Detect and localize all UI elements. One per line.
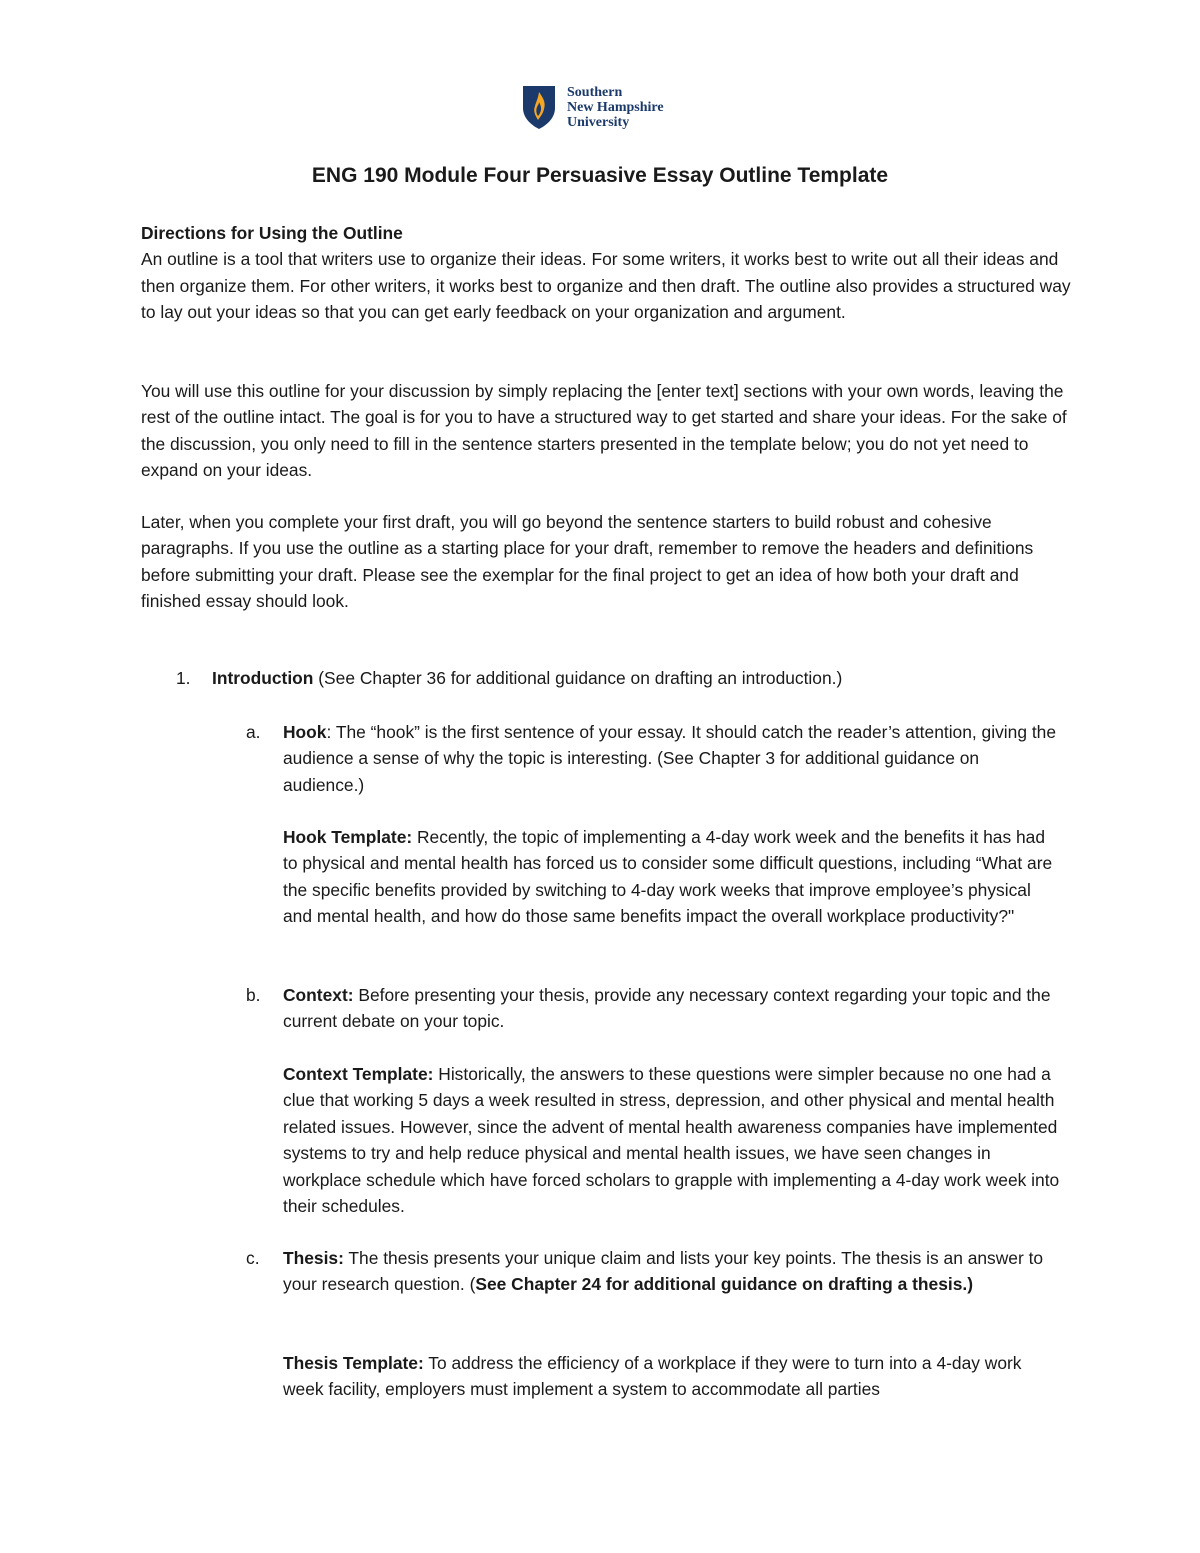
directions-paragraph-2: You will use this outline for your discussion by simply replacing the [enter text] sections with your own words, leaving the rest of the outline intact. The goal is for you to have a structured way to get started and share your ideas. For the sake of the discussion, you only need to fill in the sentence starters presented in the template below; you do not yet need to expand on your ideas. xyxy=(141,381,1067,481)
context-template xyxy=(283,1061,1063,1219)
directions-paragraph-3: Later, when you complete your first draft, you will go beyond the sentence starters to build robust and cohesive paragraphs. If you use the outline as a starting place for your draft, remember to remove the headers and definitions before submitting your draft. Please see the exemplar for the final project to get an idea of how both your draft and finished essay should look. xyxy=(141,512,1034,612)
hook-template xyxy=(283,824,1063,930)
thesis-text-bold: See Chapter 24 for additional guidance on drafting a thesis.) xyxy=(475,1274,974,1295)
directions-paragraph-1: An outline is a tool that writers use to organize their ideas. For some writers, it works best to write out all their ideas and then organize them. For other writers, it works best to organize and then draft. The outline also provides a structured way to lay out your ideas so that you can get early feedback on your organization and argument. xyxy=(141,249,1071,323)
logo-wordmark xyxy=(567,85,664,130)
hook-template-text: Recently, the topic of implementing a 4-day work week and the benefits it has had to physical and mental health has forced us to consider some difficult questions, including “What are the specific benefits provided by switching to 4-day work weeks that improve employee’s physical and mental health, and how do those same benefits impact the overall workplace productivity?" xyxy=(283,827,1053,927)
logo-line-3: University xyxy=(567,115,630,130)
outline-marker-b: b. xyxy=(246,985,261,1005)
logo-line-1: Southern xyxy=(567,85,623,100)
document-title: ENG 190 Module Four Persuasive Essay Outline Template xyxy=(311,164,889,187)
outline-number: 1. xyxy=(176,668,191,688)
directions-heading: Directions for Using the Outline xyxy=(141,223,403,243)
outline-marker-c: c. xyxy=(246,1248,260,1268)
context-text: Before presenting your thesis, provide any necessary context regarding your topic and the current debate on your topic. xyxy=(283,985,1051,1032)
thesis-text: The thesis presents your unique claim and lists your key points. The thesis is an answer to your research question. ( xyxy=(283,1248,1044,1295)
hook-description xyxy=(283,719,1063,798)
directions-section xyxy=(141,220,1071,326)
shield-flame-icon xyxy=(521,84,557,130)
directions-paragraph-3-block xyxy=(141,509,1071,615)
context-label: Context: xyxy=(283,985,354,1005)
thesis-template-text: To address the efficiency of a workplace if they were to turn into a 4-day work week facility, employers must implement a system to accommodate all parties xyxy=(283,1353,1022,1400)
directions-paragraph-2-block xyxy=(141,378,1071,484)
thesis-label: Thesis: xyxy=(283,1248,344,1268)
context-template-label: Context Template: xyxy=(283,1064,434,1084)
hook-label: Hook xyxy=(283,722,327,742)
thesis-description xyxy=(283,1245,1063,1298)
thesis-template xyxy=(283,1350,1063,1403)
outline-marker-a: a. xyxy=(246,722,261,742)
context-description xyxy=(283,982,1063,1035)
outline-introduction xyxy=(212,665,1082,691)
university-logo xyxy=(521,84,701,132)
context-template-text: Historically, the answers to these questions were simpler because no one had a clue that working 5 days a week resulted in stress, depression, and other physical and mental health related issues. However, since the advent of mental health awareness companies have implemented systems to try and help reduce physical and mental health issues, we have seen changes in workplace schedule which have forced scholars to grapple with implementing a 4-day work week into their schedules. xyxy=(283,1064,1060,1217)
introduction-label: Introduction xyxy=(212,668,314,688)
introduction-text: (See Chapter 36 for additional guidance on drafting an introduction.) xyxy=(313,668,843,688)
hook-text: : The “hook” is the first sentence of your essay. It should catch the reader’s attention, giving the audience a sense of why the topic is interesting. (See Chapter 3 for additional guidance on audience.) xyxy=(283,722,1057,795)
hook-template-label: Hook Template: xyxy=(283,827,413,847)
logo-line-2: New Hampshire xyxy=(567,100,664,115)
thesis-template-label: Thesis Template: xyxy=(283,1353,424,1373)
